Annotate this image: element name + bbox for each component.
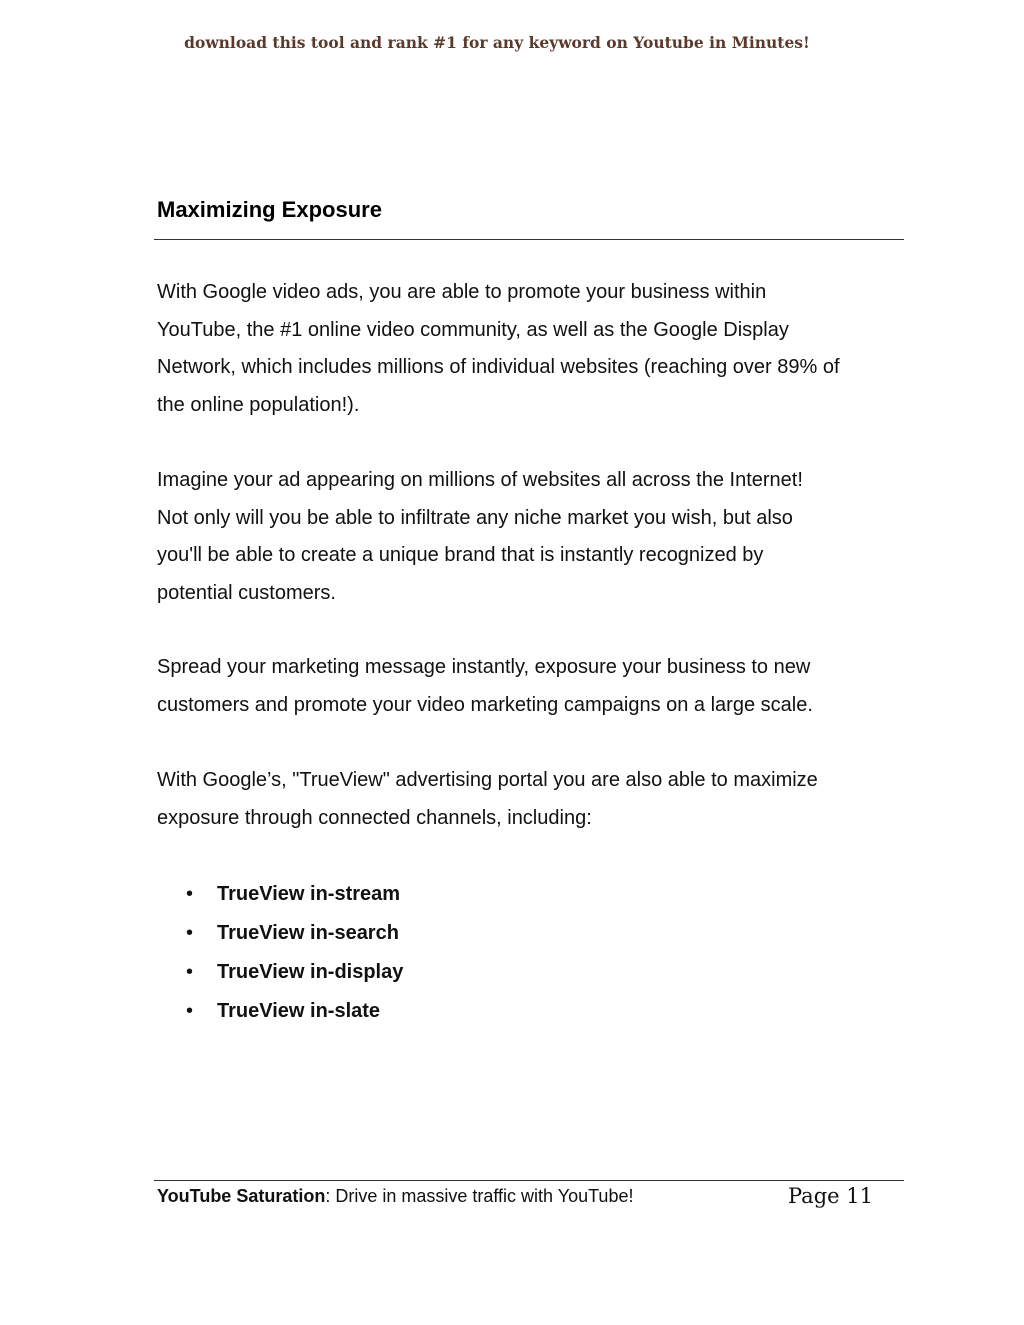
paragraph-trueview-portal: [157, 762, 917, 837]
footer-text: [157, 1186, 633, 1207]
paragraph-spread-message: [157, 649, 917, 724]
paragraph-line: With Google’s, "TrueView" advertising portal you are also able to maximize: [157, 769, 818, 791]
footer-divider: [154, 1180, 904, 1181]
list-item: [157, 953, 403, 992]
footer-book-title: YouTube Saturation: [157, 1186, 326, 1206]
paragraph-line: Spread your marketing message instantly, exposure your business to new: [157, 656, 811, 678]
paragraph-line: the online population!).: [157, 393, 360, 416]
title-divider: [154, 239, 904, 240]
paragraph-line: you'll be able to create a unique brand that is instantly recognized by: [157, 544, 764, 566]
list-item: [157, 992, 403, 1031]
list-item-label: TrueView in-slate: [217, 1000, 381, 1022]
paragraph-line: customers and promote your video marketing campaigns on a large scale.: [157, 693, 813, 716]
bullet-icon: •: [186, 883, 194, 905]
paragraph-line: YouTube, the #1 online video community, as well as the Google Display: [157, 318, 789, 341]
paragraph-line: potential customers.: [157, 581, 336, 604]
footer-tagline: : Drive in massive traffic with YouTube!: [325, 1186, 634, 1206]
list-item-label: TrueView in-display: [217, 961, 404, 983]
section-title: Maximizing Exposure: [157, 197, 382, 222]
paragraph-line: With Google video ads, you are able to promote your business within: [157, 281, 767, 303]
promo-banner: download this tool and rank #1 for any keyword on Youtube in Minutes!: [184, 33, 810, 52]
bullet-icon: •: [186, 922, 194, 944]
page-number: Page 11: [788, 1184, 873, 1208]
paragraph-imagine-your-ad: [157, 462, 917, 612]
bullet-icon: •: [186, 1000, 194, 1022]
paragraph-google-video-ads: [157, 274, 917, 424]
bullet-icon: •: [186, 961, 194, 983]
list-item-label: TrueView in-search: [217, 922, 399, 944]
paragraph-line: exposure through connected channels, including:: [157, 806, 592, 829]
paragraph-line: Imagine your ad appearing on millions of websites all across the Internet!: [157, 469, 803, 491]
paragraph-line: Network, which includes millions of individual websites (reaching over 89% of: [157, 356, 840, 378]
list-item: [157, 875, 403, 914]
list-item: [157, 914, 403, 953]
trueview-channel-list: [157, 875, 403, 1031]
paragraph-line: Not only will you be able to infiltrate any niche market you wish, but also: [157, 506, 793, 529]
list-item-label: TrueView in-stream: [217, 883, 401, 905]
